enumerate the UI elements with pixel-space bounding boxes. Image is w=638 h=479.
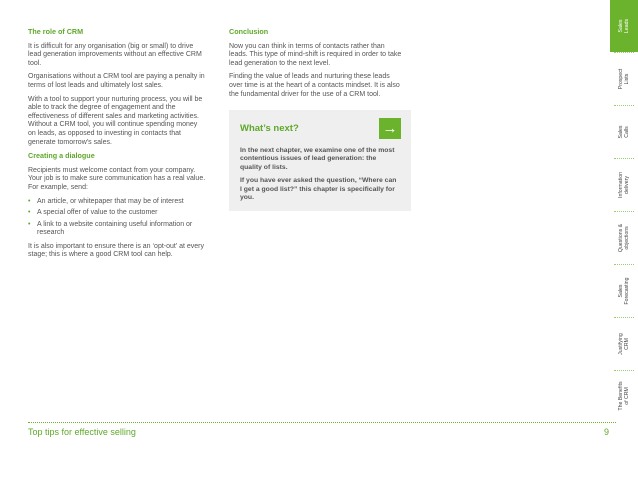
bullet-icon: • xyxy=(28,209,31,217)
role-of-crm-heading: The role of CRM xyxy=(28,27,84,36)
whats-next-text xyxy=(240,147,400,207)
paragraph: Finding the value of leads and nurturing these leads over time is at the heart of a contacts mindset. It is also the fundamental driver for the use of a CRM tool. xyxy=(229,73,400,98)
paragraph: If you have ever asked the question, “Where can I get a good list?” this chapter is specifically for you. xyxy=(240,177,397,202)
tab-benefits-of-crm[interactable]: The Benefits of CRM xyxy=(610,371,638,420)
bullet-icon: • xyxy=(28,220,31,228)
tab-sales-forecasting[interactable]: Sales Forecasting xyxy=(610,265,638,317)
chapter-sidebar xyxy=(610,0,638,420)
paragraph: Organisations without a CRM tool are paying a penalty in terms of lost leads and ultimately lost sales. xyxy=(28,73,205,89)
next-chapter-arrow-icon[interactable]: → xyxy=(379,118,401,139)
list-item: • A special offer of value to the customer xyxy=(28,209,158,217)
paragraph: In the next chapter, we examine one of the most contentious issues of lead generation: the quality of lists. xyxy=(240,147,395,171)
creating-dialogue-heading: Creating a dialogue xyxy=(28,151,95,161)
whats-next-title: What’s next? xyxy=(240,123,299,134)
send-options-list xyxy=(28,198,206,238)
page-number: 9 xyxy=(604,427,610,437)
paragraph: It is also important to ensure there is an ‘opt-out’ at every stage; this is where a good CRM tool can help. xyxy=(28,242,204,259)
tab-justifying-crm[interactable]: Justifying CRM xyxy=(610,318,638,370)
tab-sales-calls[interactable]: Sales Calls xyxy=(610,106,638,158)
footer-title: Top tips for effective selling xyxy=(28,427,136,437)
list-item: • An article, or whitepaper that may be of interest xyxy=(28,197,184,205)
tab-prospect-lists[interactable]: Prospect Lists xyxy=(610,53,638,105)
middle-column xyxy=(229,28,404,104)
conclusion-heading: Conclusion xyxy=(229,27,269,36)
left-column xyxy=(28,28,206,265)
list-item: • A link to a website containing useful information or research xyxy=(28,220,193,237)
tab-information-delivery[interactable]: Information delivery xyxy=(610,159,638,211)
footer-divider xyxy=(28,422,616,423)
paragraph: With a tool to support your nurturing process, you will be able to track the degree of engagement and the effectiveness of different sales and marketing activities. Without a CRM tool, you will continue spending money on leads, as opposed to investing in contacts that generate tomorrow’s sales. xyxy=(28,95,203,146)
paragraph: Recipients must welcome contact from your company. Your job is to make sure communication has a real value. For example, send: xyxy=(28,166,206,191)
paragraph: It is difficult for any organisation (big or small) to drive lead generation improvements without an effective CRM tool. xyxy=(28,42,202,67)
tab-questions-objections[interactable]: Questions & objections xyxy=(610,212,638,264)
paragraph: Now you can think in terms of contacts rather than leads. This type of mind-shift is required in order to take lead generation to the next level. xyxy=(229,42,402,67)
tab-sales-leads[interactable]: Sales Leads xyxy=(610,0,638,52)
whats-next-box xyxy=(229,110,411,211)
bullet-icon: • xyxy=(28,197,31,205)
